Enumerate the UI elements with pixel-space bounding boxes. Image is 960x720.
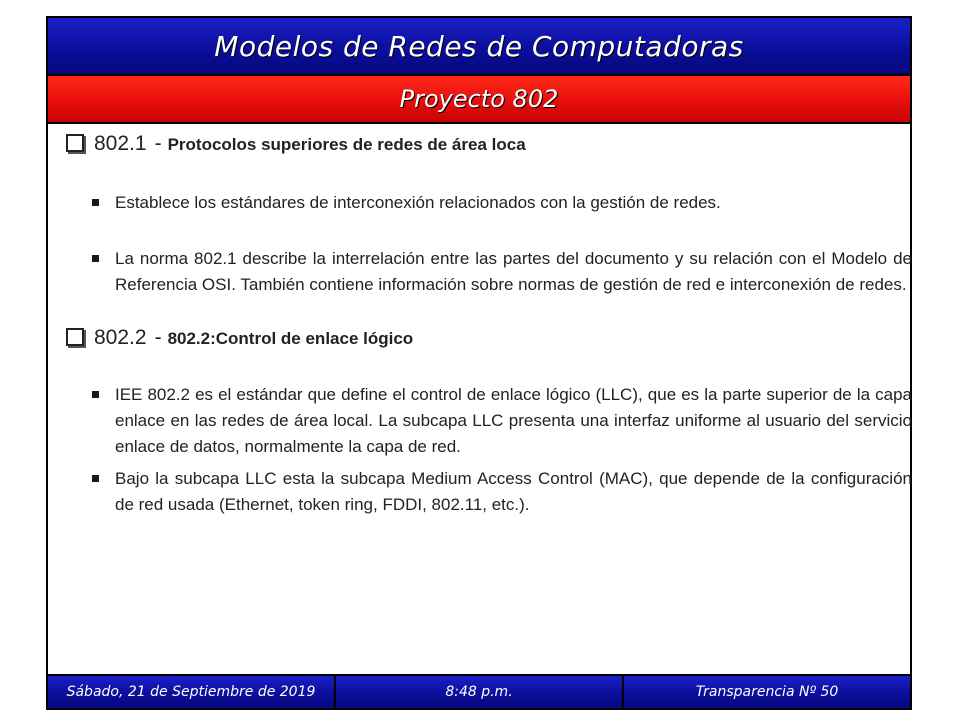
slide-subtitle: Proyecto 802	[399, 85, 559, 113]
list-item	[92, 382, 912, 460]
section-dash: -	[154, 132, 162, 155]
bullet-text: Establece los estándares de interconexión relacionados con la gestión de redes.	[115, 193, 721, 212]
square-bullet-icon	[92, 391, 99, 398]
slide-content	[66, 132, 912, 518]
subtitle-bar	[48, 76, 910, 124]
section-802-2	[66, 326, 912, 350]
section-number: 802.1	[94, 132, 147, 155]
bullet-text: IEE 802.2 es el estándar que define el control de enlace lógico (LLC), que es la parte superior de la capa enlace en las redes de área local. La subcapa LLC presenta una interfaz uniforme al usuario del servicio enlace de datos, normalmente la capa de red.	[115, 385, 912, 456]
checkbox-bullet-icon	[66, 134, 84, 152]
slide	[46, 16, 912, 710]
section-heading: 802.2:Control de enlace lógico	[167, 329, 414, 348]
bullet-text: Bajo la subcapa LLC esta la subcapa Medium Access Control (MAC), que depende de la configuración de red usada (Ethernet, token ring, FDDI, 802.11, etc.).	[115, 469, 912, 514]
footer-time: 8:48 p.m.	[334, 676, 622, 708]
slide-title: Modelos de Redes de Computadoras	[214, 29, 744, 63]
square-bullet-icon	[92, 255, 99, 262]
section-heading: Protocolos superiores de redes de área loca	[167, 135, 526, 154]
list-item	[92, 466, 912, 518]
bullet-text: La norma 802.1 describe la interrelación entre las partes del documento y su relación con el Modelo de Referencia OSI. También contiene información sobre normas de gestión de red e interconexión de redes.	[115, 249, 912, 294]
footer-bar	[48, 674, 910, 708]
section-802-1	[66, 132, 912, 156]
list-item	[92, 246, 912, 298]
checkbox-bullet-icon	[66, 328, 84, 346]
square-bullet-icon	[92, 475, 99, 482]
footer-slide-number: Transparencia Nº 50	[622, 676, 910, 708]
section-number: 802.2	[94, 326, 147, 349]
list-item	[92, 190, 912, 216]
section-dash: -	[154, 326, 162, 349]
square-bullet-icon	[92, 199, 99, 206]
title-bar	[48, 18, 910, 76]
footer-date: Sábado, 21 de Septiembre de 2019	[66, 684, 316, 700]
